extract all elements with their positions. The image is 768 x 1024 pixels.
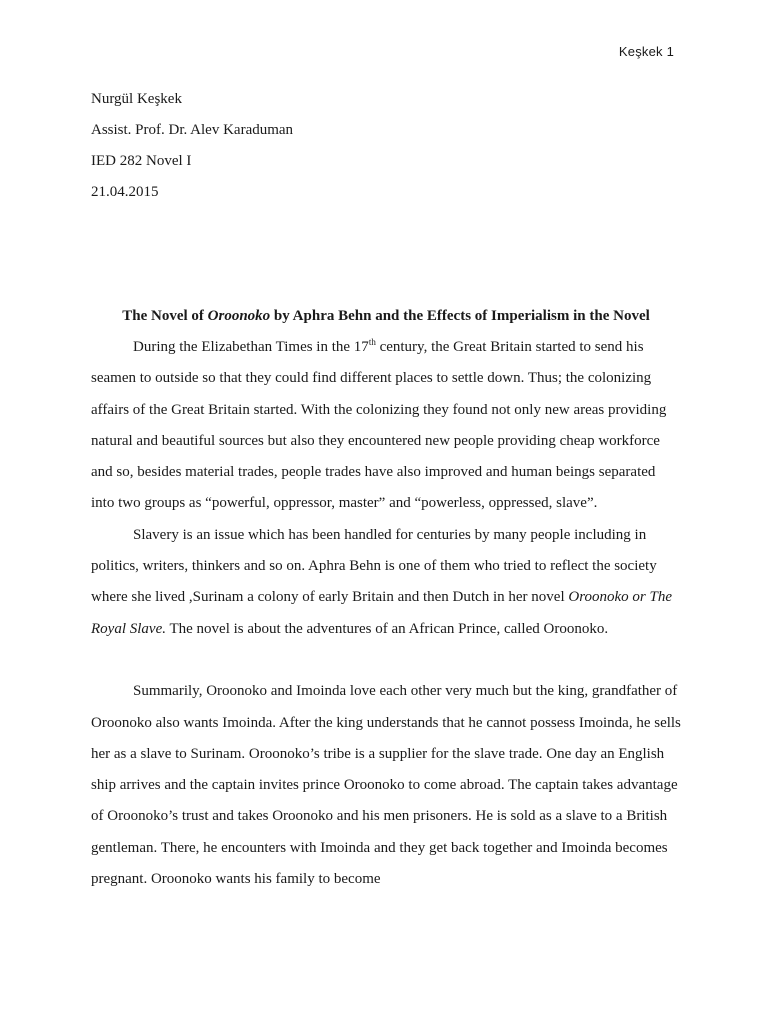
paragraph-2 xyxy=(91,520,682,645)
paragraph-2-start: Slavery is an issue which has been handled for centuries by many people including in politics, writers, thinkers and so on. Aphra Behn is one of them who tried to reflect the society where she lived ,Surinam a colony of early Britain and then Dutch in her novel xyxy=(91,526,657,606)
student-name: Nurgül Keşkek xyxy=(91,91,182,107)
essay-body xyxy=(91,332,682,895)
instructor-name: Assist. Prof. Dr. Alev Karaduman xyxy=(91,122,294,138)
paragraph-1-start: During the Elizabethan Times in the 17 xyxy=(133,339,369,355)
paper-title xyxy=(91,304,681,328)
novel-title-italic: Oroonoko or The Royal Slave. xyxy=(91,589,672,637)
course-name: IED 282 Novel I xyxy=(91,153,192,169)
paragraph-2-end: The novel is about the adventures of an African Prince, called Oroonoko. xyxy=(165,620,609,637)
title-part-2: by Aphra Behn and the Effects of Imperialism in the Novel xyxy=(270,308,650,324)
header-author-last-name: Keşkek xyxy=(618,44,663,59)
mla-heading xyxy=(91,84,681,208)
ordinal-superscript: th xyxy=(368,337,376,347)
title-italic-work: Oroonoko xyxy=(207,308,271,324)
paragraph-3 xyxy=(91,676,682,895)
page-number: 1 xyxy=(666,44,674,59)
paragraph-1 xyxy=(91,332,682,520)
paragraph-3-text: Summarily, Oroonoko and Imoinda love each other very much but the king, grandfather of Oroonoko also wants Imoinda. After the king understands that he cannot possess Imoinda, he sells her as a slave to Surinam. Oroonoko’s tribe is a supplier for the slave trade. One day an English ship arrives and the captain invites prince Oroonoko to come abroad. The captain takes advantage of Oroonoko’s trust and takes Oroonoko and his men prisoners. He is sold as a slave to a British gentleman. There, he encounters with Imoinda and they get back together and Imoinda becomes pregnant. Oroonoko wants his family to become xyxy=(91,683,681,888)
submission-date: 21.04.2015 xyxy=(91,184,159,200)
title-part-1: The Novel of xyxy=(122,308,208,324)
running-header xyxy=(619,44,674,59)
paragraph-1-end: century, the Great Britain started to send his seamen to outside so that they could find different places to settle down. Thus; the colonizing affairs of the Great Britain started. With the colonizing they found not only new areas providing natural and beautiful sources but also they encountered new people providing cheap workforce and so, besides material trades, people trades have also improved and human beings separated into two groups as “powerful, oppressor, master” and “powerless, oppressed, slave”. xyxy=(91,339,667,512)
